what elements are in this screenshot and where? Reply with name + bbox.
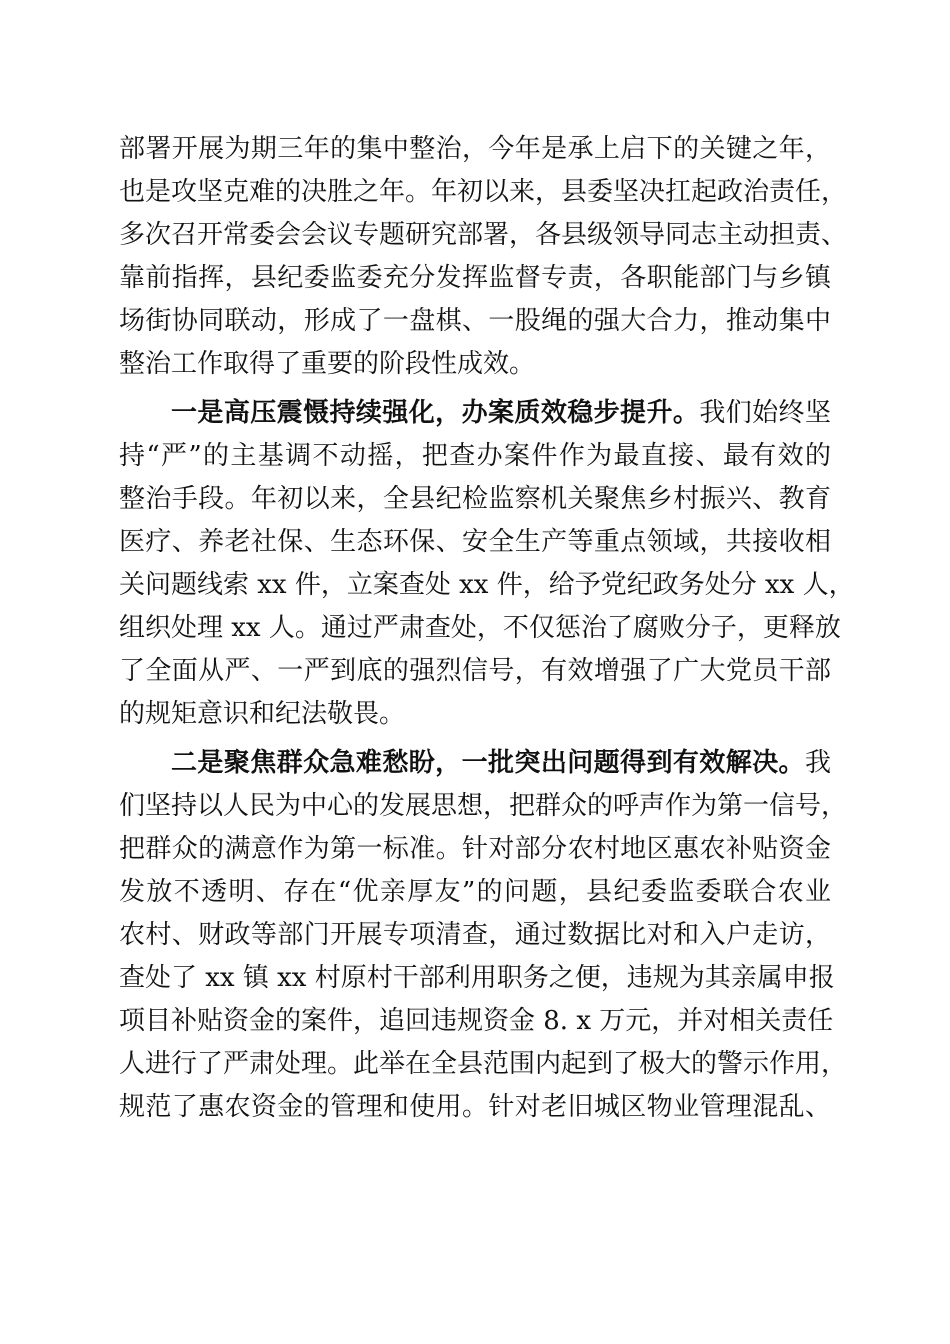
text-line: 持“严”的主基调不动摇，把查办案件作为最直接、最有效的 — [119, 441, 831, 471]
text-line: 组织处理 xx 人。通过严肃查处，不仅惩治了腐败分子，更释放 — [119, 613, 841, 643]
text-line: 多次召开常委会会议专题研究部署，各县级领导同志主动担责、 — [119, 220, 848, 250]
text-line: 们坚持以人民为中心的发展思想，把群众的呼声作为第一信号， — [119, 791, 848, 821]
text-line-first — [119, 392, 831, 435]
text-line: 发放不透明、存在“优亲厚友”的问题，县纪委监委联合农业 — [119, 877, 831, 907]
text-line: 也是攻坚克难的决胜之年。年初以来，县委坚决扛起政治责任， — [119, 177, 848, 207]
text-line: 项目补贴资金的案件，追回违规资金 8. x 万元，并对相关责任 — [119, 1006, 834, 1036]
text-line: 关问题线索 xx 件，立案查处 xx 件，给予党纪政务处分 xx 人， — [119, 570, 855, 600]
heading-continuation: 我 — [804, 748, 831, 778]
heading-continuation: 我们始终坚 — [699, 398, 831, 428]
document-body — [119, 128, 855, 1129]
text-line: 整治工作取得了重要的阶段性成效。 — [119, 349, 536, 379]
paragraph-point-two — [119, 742, 848, 1129]
text-line: 的规矩意识和纪法敬畏。 — [119, 699, 406, 729]
paragraph-heading: 一是高压震慑持续强化，办案质效稳步提升。 — [171, 398, 700, 428]
text-line: 查处了 xx 镇 xx 村原村干部利用职务之便，违规为其亲属申报 — [119, 963, 835, 993]
paragraph-heading: 二是聚焦群众急难愁盼，一批突出问题得到有效解决。 — [171, 748, 805, 778]
text-line: 医疗、养老社保、生态环保、安全生产等重点领域，共接收相 — [119, 527, 831, 557]
text-line: 场街协同联动，形成了一盘棋、一股绳的强大合力，推动集中 — [119, 306, 831, 336]
paragraph-intro — [119, 128, 848, 386]
text-line: 整治手段。年初以来，全县纪检监察机关聚焦乡村振兴、教育 — [119, 484, 831, 514]
text-line: 了全面从严、一严到底的强烈信号，有效增强了广大党员干部 — [119, 656, 831, 686]
text-line: 部署开展为期三年的集中整治，今年是承上启下的关键之年， — [119, 134, 831, 164]
text-line: 靠前指挥，县纪委监委充分发挥监督专责，各职能部门与乡镇 — [119, 263, 831, 293]
paragraph-point-one — [119, 392, 855, 736]
text-line: 人进行了严肃处理。此举在全县范围内起到了极大的警示作用， — [119, 1049, 848, 1079]
text-line: 把群众的满意作为第一标准。针对部分农村地区惠农补贴资金 — [119, 834, 831, 864]
text-line-first — [119, 742, 831, 785]
text-line: 规范了惠农资金的管理和使用。针对老旧城区物业管理混乱、 — [119, 1092, 831, 1122]
text-line: 农村、财政等部门开展专项清查，通过数据比对和入户走访， — [119, 920, 831, 950]
